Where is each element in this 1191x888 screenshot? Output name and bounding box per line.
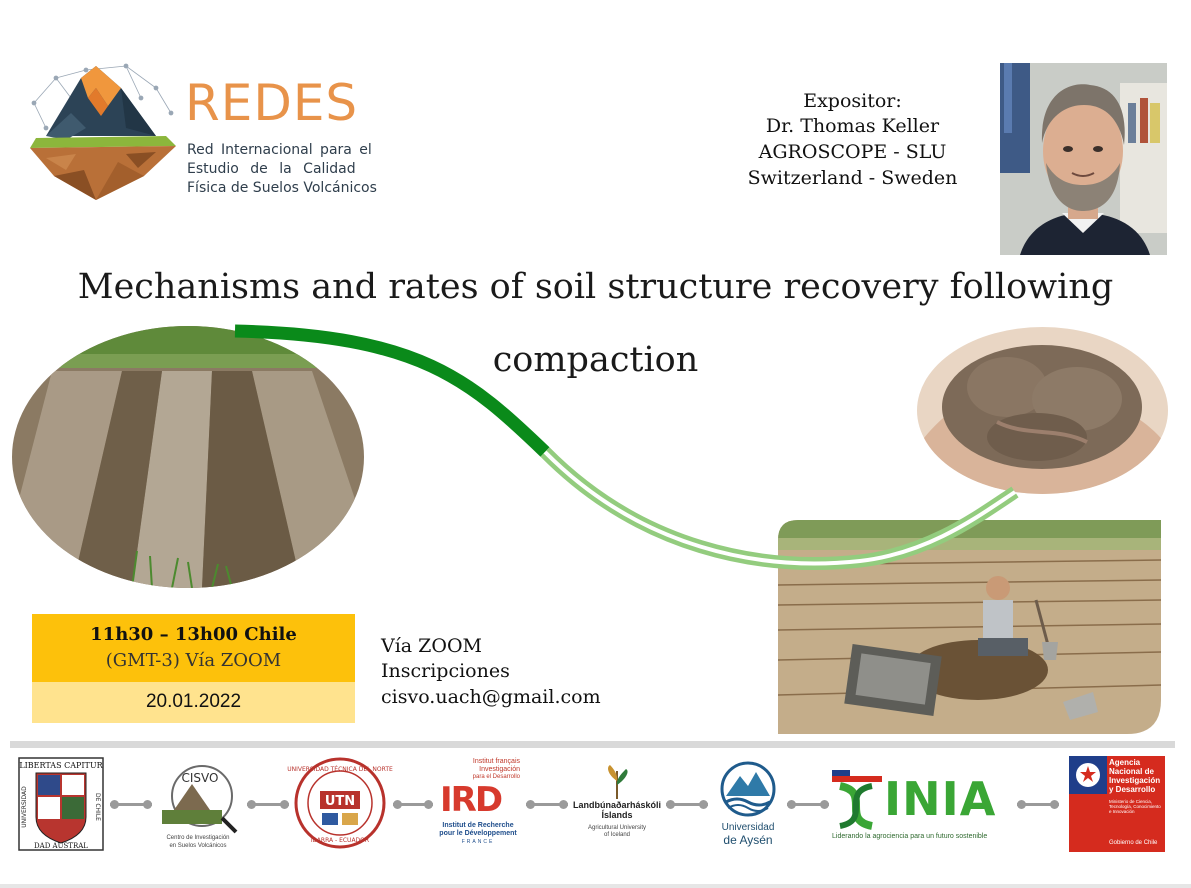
event-time: 11h30 – 13h00 Chile — [90, 624, 297, 645]
footer-connector-dot — [1017, 800, 1026, 809]
footer-connector-dot — [143, 800, 152, 809]
ird-country: FRANCE — [461, 839, 495, 845]
footer-connector-dot — [820, 800, 829, 809]
talk-title-line-1: Mechanisms and rates of soil structure recovery following — [77, 267, 1114, 307]
uach-logo — [18, 757, 104, 851]
footer-connector-dot — [559, 800, 568, 809]
ird-logo — [436, 758, 520, 850]
ird-bottom-line-1: Institut de Recherche — [442, 822, 514, 829]
svg-text:IBARRA - ECUADOR: IBARRA - ECUADOR — [310, 837, 370, 844]
anid-government: Gobierno de Chile — [1109, 840, 1158, 846]
event-timezone: (GMT-3) Vía ZOOM — [105, 650, 282, 671]
footer-connector-dot — [280, 800, 289, 809]
lbhi-name-line-2: Íslands — [601, 810, 633, 820]
speaker-location: Switzerland - Sweden — [747, 167, 958, 189]
aysen-mountain-icon — [720, 762, 776, 816]
redes-logo-mark — [26, 58, 178, 208]
inia-tagline: Liderando la agrociencia para un futuro sostenible — [832, 833, 988, 840]
svg-text:Centro de Investigación: Centro de Investigación — [166, 835, 230, 841]
footer-connector-dot — [110, 800, 119, 809]
svg-text:UTN: UTN — [324, 794, 356, 809]
footer-connector-dot — [1050, 800, 1059, 809]
ird-top-line-1: Institut français — [472, 758, 520, 765]
lbhi-english-line-2: of Iceland — [603, 832, 631, 838]
cisvo-logo — [152, 760, 244, 850]
aysen-logo — [710, 762, 786, 850]
footer-connector-dot — [247, 800, 256, 809]
svg-text:CISVO: CISVO — [181, 771, 219, 785]
lbhi-logo — [572, 765, 662, 845]
event-date: 20.01.2022 — [145, 691, 242, 712]
talk-title-line-2: compaction — [492, 340, 699, 380]
contact-registration-label: Inscripciones — [381, 660, 510, 682]
lbhi-english-line-1: Agricultural University — [587, 825, 647, 831]
speaker-label: Expositor: — [803, 90, 902, 112]
inia-name: INIA — [884, 772, 997, 826]
anid-ministry: Ministerio de Ciencia, Tecnología, Conocimiento e Innovación — [1109, 799, 1161, 814]
svg-text:UNIVERSIDAD: UNIVERSIDAD — [21, 786, 28, 828]
footer-bottom-bar — [0, 884, 1191, 888]
utn-logo — [287, 757, 393, 849]
footer-connector-dot — [393, 800, 402, 809]
inia-dna-icon — [832, 782, 880, 830]
contact-via-zoom: Vía ZOOM — [381, 635, 482, 657]
footer-connector-dot — [526, 800, 535, 809]
lbhi-name-line-1: Landbúnaðarháskóli — [572, 800, 661, 810]
svg-text:UNIVERSIDAD TÉCNICA DEL NORTE: UNIVERSIDAD TÉCNICA DEL NORTE — [287, 766, 393, 773]
lbhi-sprout-icon — [602, 765, 632, 799]
aysen-name-line-2: de Aysén — [723, 833, 773, 847]
speaker-organization: AGROSCOPE - SLU — [758, 141, 947, 163]
anid-name-line-4: y Desarrollo — [1109, 785, 1156, 794]
svg-text:en Suelos Volcánicos: en Suelos Volcánicos — [169, 843, 227, 849]
footer-connector-dot — [424, 800, 433, 809]
anid-name-line-1: Agencia — [1109, 758, 1141, 767]
footer-connector-dot — [787, 800, 796, 809]
footer-connector-dot — [666, 800, 675, 809]
svg-text:LIBERTAS CAPITUR: LIBERTAS CAPITUR — [19, 761, 103, 770]
footer-divider — [10, 741, 1175, 748]
anid-name-line-2: Nacional de — [1109, 767, 1154, 776]
speaker-name: Dr. Thomas Keller — [765, 115, 940, 137]
redes-subtitle-line-3: Física de Suelos Volcánicos — [187, 180, 377, 196]
redes-subtitle-line-2: Estudio de la Calidad — [187, 161, 356, 177]
ird-top-line-3: para el Desarrollo — [472, 774, 520, 780]
inia-logo — [832, 770, 1008, 842]
footer-connector-dot — [699, 800, 708, 809]
ird-abbreviation: IRD — [440, 780, 502, 820]
ird-top-line-2: Investigación — [479, 766, 520, 773]
field-scientist-photo — [778, 520, 1161, 734]
chile-coat-of-arms-icon — [1073, 760, 1103, 790]
redes-subtitle-line-1: Red Internacional para el — [187, 142, 372, 158]
svg-text:DE CHILE: DE CHILE — [94, 793, 101, 821]
ird-bottom-line-2: pour le Développement — [439, 830, 517, 837]
anid-logo — [1069, 756, 1165, 852]
anid-name-line-3: Investigación — [1109, 776, 1161, 785]
svg-text:DAD AUSTRAL: DAD AUSTRAL — [34, 842, 88, 850]
aysen-name-line-1: Universidad — [721, 822, 775, 833]
redes-logo-title: REDES — [185, 74, 359, 132]
contact-email-link[interactable]: cisvo.uach@gmail.com — [381, 686, 601, 708]
speaker-portrait-photo — [1000, 63, 1167, 255]
chile-flag-stripe-icon — [832, 770, 882, 782]
